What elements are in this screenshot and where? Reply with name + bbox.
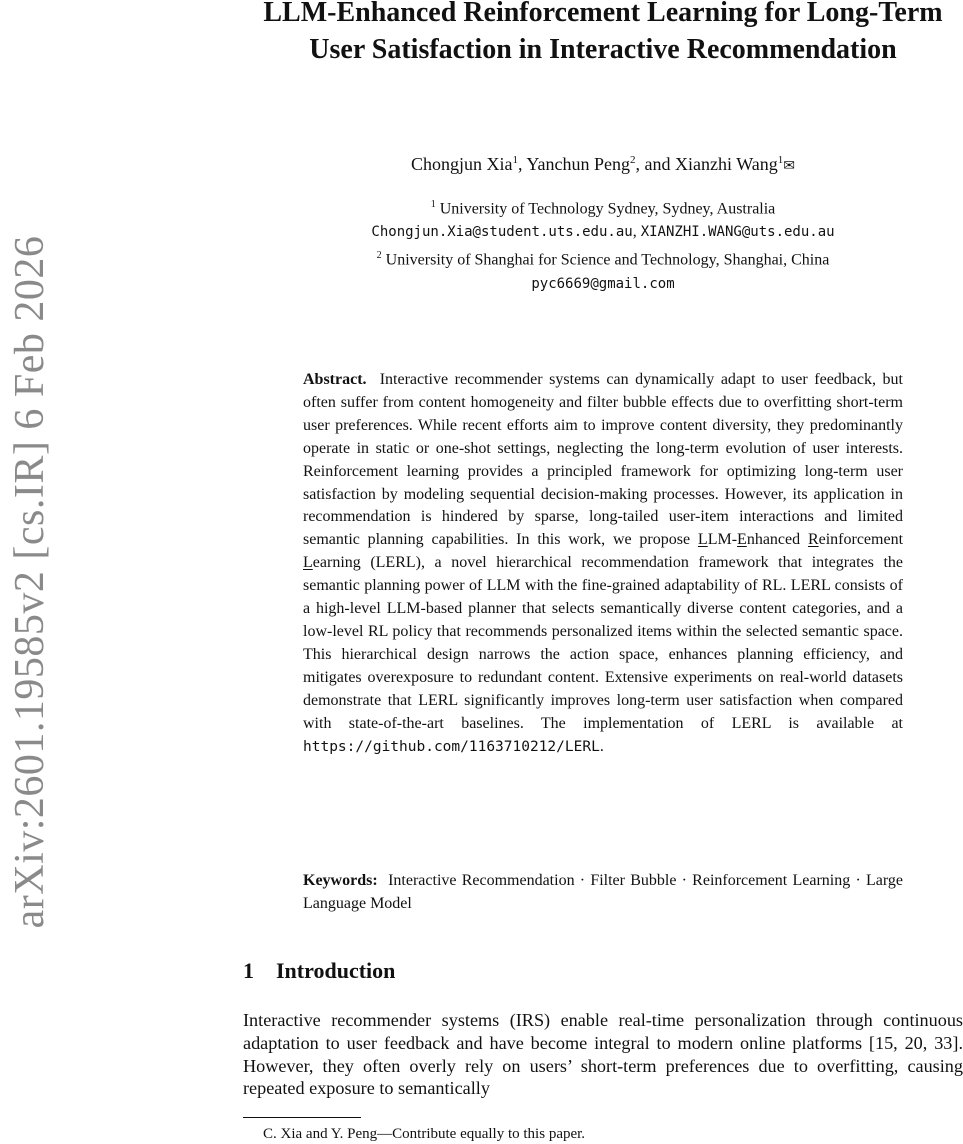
email-link[interactable]: Chongjun.Xia@student.uts.edu.au (371, 224, 633, 241)
affiliation-2: $^2$ University of Shanghai for Science and Technology, Shanghai, China (376, 250, 830, 269)
abstract: Abstract. Interactive recommender systems can dynamically adapt to user feedback, but often suffer from content homogeneity and filter bubble effects due to overfitting short-term user preferences. While recent efforts aim to improve content diversity, they predominantly operate in static or one-shot settings, neglecting the long-term evolution of user interests. Reinforcement learning provides a principled framework for optimizing long-term user satisfaction by modeling sequential decision-making processes. However, its application in recommendation is hindered by sparse, long-tailed user-item interactions and limited semantic planning capabilities. In this work, we propose LLM-Enhanced Reinforcement Learning (LERL), a novel hierarchical recommendation framework that integrates the semantic planning power of LLM with the fine-grained adaptability of RL. LERL consists of a high-level LLM-based planner that selects semantically diverse content categories, and a low-level RL policy that recommends personalized items within the selected semantic space. This hierarchical design narrows the action space, enhances planning efficiency, and mitigates overexposure to redundant content. Extensive experiments on real-world datasets demonstrate that LERL significantly improves long-term user satisfaction when compared with state-of-the-art baselines. The implementation of LERL is available at https://github.com/1163710212/LERL. (303, 371, 904, 755)
intro-paragraph: Interactive recommender systems (IRS) enable real-time personalization through continuous adaptation to user feedback and have become integral to modern online platforms [15, 20, 33]. However, they often overly rely on users’ short-term preferences due to overfitting, causing repeated exposure to semantically (243, 1010, 963, 1099)
author-list: Chongjun Xia$^1$, Yanchun Peng$^2$, and Xianzhi Wang$^1$✉ (411, 154, 795, 174)
paper-title: LLM-Enhanced Reinforcement Learning for Long-Term User Satisfaction in Interactive Recommendation (263, 0, 943, 65)
keywords (303, 870, 903, 916)
email-link[interactable]: XIANZHI.WANG@uts.edu.au (640, 224, 835, 241)
arxiv-side-stamp (0, 0, 60, 1144)
footnote: C. Xia and Y. Peng—Contribute equally to this paper. (263, 1126, 586, 1142)
github-link[interactable]: https://github.com/1163710212/LERL (303, 738, 600, 755)
author-name: Chongjun Xia (411, 154, 513, 174)
section-title: Introduction (276, 958, 396, 983)
envelope-icon: ✉ (783, 159, 795, 174)
keywords-text: Interactive Recommendation · Filter Bubble · Reinforcement Learning · Large Language Model (303, 872, 903, 912)
abstract-label: Abstract. (303, 371, 367, 388)
author-name: Xianzhi Wang (675, 154, 778, 174)
arxiv-identifier: arXiv:2601.19585v2 [cs.IR] 6 Feb 2026 (7, 235, 53, 929)
keywords-label: Keywords: (303, 872, 378, 889)
author-affil-sup: 1 (512, 154, 519, 166)
section-number: 1 (243, 958, 254, 983)
affiliation-2-email (243, 272, 963, 296)
section-heading (243, 956, 395, 986)
author-affil-sup: 1 (777, 154, 784, 166)
affiliation-1-emails: Chongjun.Xia@student.uts.edu.au, XIANZHI.WANG@uts.edu.au (371, 223, 835, 241)
footnote-rule (243, 1117, 361, 1118)
author-affil-sup: 2 (630, 154, 636, 166)
author-name: Yanchun Peng (526, 154, 631, 174)
affiliation-1: $^1$ University of Technology Sydney, Sydney, Australia (430, 199, 776, 218)
email-link[interactable]: pyc6669@gmail.com (531, 275, 675, 292)
affiliations (243, 193, 963, 296)
